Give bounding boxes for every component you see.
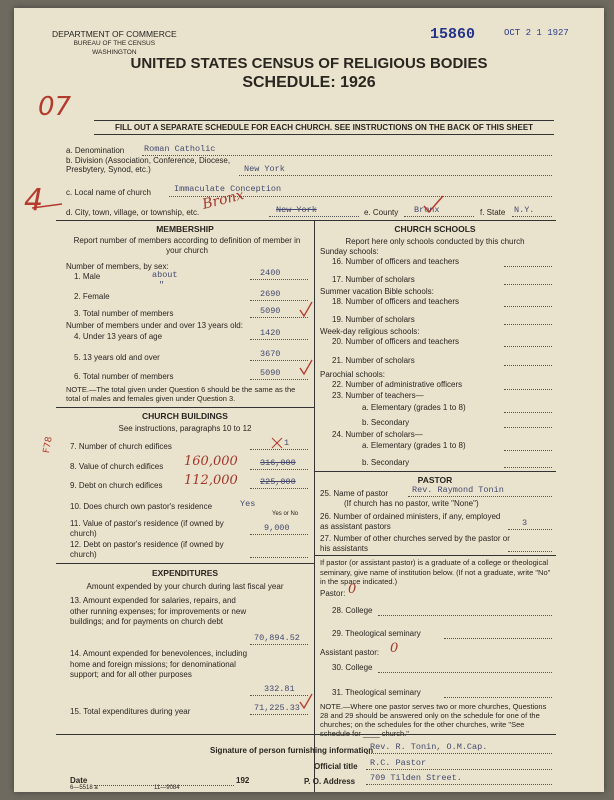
q16-label: 16. Number of officers and teachers bbox=[332, 257, 460, 266]
instruction-bar: FILL OUT A SEPARATE SCHEDULE FOR EACH CHURCH. SEE INSTRUCTIONS ON THE BACK OF THIS SHEET bbox=[94, 120, 554, 135]
city-value: New York bbox=[276, 205, 317, 215]
male-note: about bbox=[152, 270, 178, 280]
local-name-value: Immaculate Conception bbox=[174, 184, 282, 194]
weekday-label: Week-day religious schools: bbox=[320, 327, 420, 336]
q20-label: 20. Number of officers and teachers bbox=[332, 337, 460, 346]
female-label: 2. Female bbox=[74, 292, 110, 301]
signature-value: Rev. R. Tonin, O.M.Cap. bbox=[370, 742, 488, 752]
college-label: 28. College bbox=[332, 606, 373, 615]
under13-value: 1420 bbox=[260, 328, 281, 338]
edifice-value-label: 8. Value of church edifices bbox=[70, 462, 164, 471]
denomination-value: Roman Catholic bbox=[144, 144, 216, 154]
total2-check-icon bbox=[300, 360, 312, 374]
female-note: " bbox=[159, 280, 165, 290]
form-number-2: 11—9084 bbox=[154, 785, 180, 791]
expend-check-icon bbox=[300, 694, 312, 708]
edifice-x-icon bbox=[272, 438, 282, 448]
assistants-label: 26. Number of ordained ministers, if any, employed as assistant pastors bbox=[320, 512, 501, 531]
handwritten-mark: 07 bbox=[38, 92, 72, 122]
members-by-sex-label: Number of members, by sex: bbox=[66, 262, 169, 271]
residence-debt-label: 12. Debt on pastor's residence (if owned by church) bbox=[70, 540, 224, 559]
expenses-label: 13. Amount expended for salaries, repairs, and other running expenses; for improvements or new buildings; and for payments on church debt bbox=[70, 596, 247, 626]
benevolences-label: 14. Amount expended for benevolences, including home and foreign missions; for denominational support; and for all other purposes bbox=[70, 649, 248, 679]
seminary-label: 29. Theological seminary bbox=[332, 629, 421, 638]
female-value: 2690 bbox=[260, 289, 281, 299]
buildings-sub: See instructions, paragraphs 10 to 12 bbox=[118, 424, 252, 433]
asst-no-mark: 0 bbox=[390, 641, 399, 656]
membership-note: Report number of members according to definition of member in your church bbox=[73, 236, 301, 255]
under13-label: 4. Under 13 years of age bbox=[74, 332, 163, 341]
margin-stroke-icon bbox=[32, 204, 62, 208]
total-expend-value: 71,225.33 bbox=[254, 703, 300, 713]
residence-label: 10. Does church own pastor's residence bbox=[70, 502, 213, 511]
summer-label: Summer vacation Bible schools: bbox=[320, 287, 434, 296]
division-value: New York bbox=[244, 164, 285, 174]
q17-label: 17. Number of scholars bbox=[332, 275, 415, 284]
age-label: Number of members under and over 13 years old: bbox=[66, 321, 243, 330]
expenditures-title: EXPENDITURES bbox=[151, 568, 219, 578]
margin-code: F78 bbox=[41, 435, 55, 455]
bureau-name: BUREAU OF THE CENSUS bbox=[73, 40, 156, 47]
residence-value-label: 11. Value of pastor's residence (if owned by church) bbox=[70, 519, 224, 538]
stamp-date: OCT 2 1 1927 bbox=[504, 28, 569, 38]
date-label: Date bbox=[70, 776, 88, 785]
expenditures-sub: Amount expended by your church during last fiscal year bbox=[86, 582, 284, 591]
edifice-value-hand: 160,000 bbox=[184, 454, 238, 469]
asst-pastor-label: Assistant pastor: bbox=[320, 648, 380, 657]
schools-title: CHURCH SCHOOLS bbox=[394, 224, 476, 234]
sunday-label: Sunday schools: bbox=[320, 247, 379, 256]
division-label: b. Division (Association, Conference, Diocese, Presbytery, Synod, etc.) bbox=[66, 156, 231, 174]
dept-name: DEPARTMENT OF COMMERCE bbox=[52, 29, 177, 39]
edifices-label: 7. Number of church edifices bbox=[70, 442, 172, 451]
bureau-city: WASHINGTON bbox=[92, 49, 137, 56]
local-name-label: c. Local name of church bbox=[66, 188, 151, 197]
total-expend-label: 15. Total expenditures during year bbox=[70, 707, 191, 716]
q24b-label: b. Secondary bbox=[362, 458, 410, 467]
pastor-name-value: Rev. Raymond Tonin bbox=[412, 485, 504, 495]
residence-value: Yes bbox=[240, 499, 256, 509]
schedule-title: SCHEDULE: 1926 bbox=[242, 74, 376, 91]
graduate-note: If pastor (or assistant pastor) is a graduate of a college or theological seminary, give name of institution below. (If not a graduate, write "No" in the space indicated.) bbox=[320, 558, 551, 586]
pastor-sub-label: Pastor: bbox=[320, 589, 346, 598]
edifice-debt-label: 9. Debt on church edifices bbox=[70, 481, 163, 490]
signature-label: Signature of person furnishing information bbox=[210, 746, 374, 755]
male-value: 2400 bbox=[260, 268, 281, 278]
edifice-debt-hand: 112,000 bbox=[184, 473, 238, 488]
total-members2-label: 6. Total number of members bbox=[74, 372, 174, 381]
asst-seminary-label: 31. Theological seminary bbox=[332, 688, 421, 697]
schools-sub: Report here only schools conducted by this church bbox=[345, 237, 525, 246]
membership-title: MEMBERSHIP bbox=[156, 224, 214, 234]
city-handwritten: Bronx bbox=[200, 187, 246, 213]
official-title-label: Official title bbox=[314, 762, 358, 771]
form-title: UNITED STATES CENSUS OF RELIGIOUS BODIES bbox=[130, 55, 488, 72]
total-check-icon bbox=[300, 302, 312, 316]
total-members2-value: 5090 bbox=[260, 368, 281, 378]
county-check-icon bbox=[424, 196, 443, 212]
benevolences-value: 332.81 bbox=[264, 684, 295, 694]
total-members-value: 5090 bbox=[260, 306, 281, 316]
parochial-label: Parochial schools: bbox=[320, 370, 385, 379]
year-label: 192 bbox=[236, 776, 250, 785]
q24-label: 24. Number of scholars— bbox=[332, 430, 423, 439]
edifices-value: 1 bbox=[284, 438, 290, 448]
membership-footnote: NOTE.—The total given under Question 6 should be the same as the total of males and females given under Question 3. bbox=[66, 385, 296, 403]
po-label: P. O. Address bbox=[304, 777, 356, 786]
over13-value: 3670 bbox=[260, 349, 281, 359]
pastor-footnote: NOTE.—Where one pastor serves two or more churches, Questions 28 and 29 should be answered only on the schedule for one of the churches; on the schedules for the other churches, write "See schedule for ____ church." bbox=[320, 702, 547, 738]
form-number: 6—5518 a bbox=[70, 785, 98, 791]
expenses-value: 70,894.52 bbox=[254, 633, 300, 643]
denomination-label: a. Denomination bbox=[66, 146, 125, 155]
assistants-value: 3 bbox=[522, 518, 528, 528]
pastor-name-label: 25. Name of pastor bbox=[320, 489, 389, 498]
asst-college-label: 30. College bbox=[332, 663, 373, 672]
pastor-no-mark: 0 bbox=[348, 582, 357, 597]
pastor-name-note: (If church has no pastor, write "None") bbox=[344, 499, 479, 508]
stamp-number: 15860 bbox=[430, 26, 476, 43]
residence-value-amount: 9,000 bbox=[264, 523, 290, 533]
over13-label: 5. 13 years old and over bbox=[74, 353, 160, 362]
male-label: 1. Male bbox=[74, 272, 101, 281]
total-members-label: 3. Total number of members bbox=[74, 309, 174, 318]
other-churches-label: 27. Number of other churches served by the pastor or his assistants bbox=[320, 534, 510, 553]
margin-mark: 4 bbox=[24, 183, 44, 218]
q23b-label: b. Secondary bbox=[362, 418, 410, 427]
yes-no-note: Yes or No bbox=[272, 511, 299, 517]
q22-label: 22. Number of administrative officers bbox=[332, 380, 463, 389]
official-title-value: R.C. Pastor bbox=[370, 758, 427, 768]
county-value: Bronx bbox=[414, 205, 440, 215]
edifice-debt-typed: 225,000 bbox=[260, 477, 296, 487]
po-value: 709 Tilden Street. bbox=[370, 773, 462, 783]
q24a-label: a. Elementary (grades 1 to 8) bbox=[362, 441, 466, 450]
check-marks bbox=[14, 8, 604, 792]
q18-label: 18. Number of officers and teachers bbox=[332, 297, 460, 306]
state-label: f. State bbox=[480, 208, 506, 217]
q21-label: 21. Number of scholars bbox=[332, 356, 415, 365]
pastor-title: PASTOR bbox=[417, 475, 453, 485]
buildings-title: CHURCH BUILDINGS bbox=[142, 411, 228, 421]
county-label: e. County bbox=[364, 208, 399, 217]
edifice-value-typed: 316,000 bbox=[260, 458, 296, 468]
census-form bbox=[14, 8, 604, 792]
q23a-label: a. Elementary (grades 1 to 8) bbox=[362, 403, 466, 412]
state-value: N.Y. bbox=[514, 205, 535, 215]
q19-label: 19. Number of scholars bbox=[332, 315, 415, 324]
city-label: d. City, town, village, or township, etc. bbox=[66, 208, 200, 217]
q23-label: 23. Number of teachers— bbox=[332, 391, 424, 400]
